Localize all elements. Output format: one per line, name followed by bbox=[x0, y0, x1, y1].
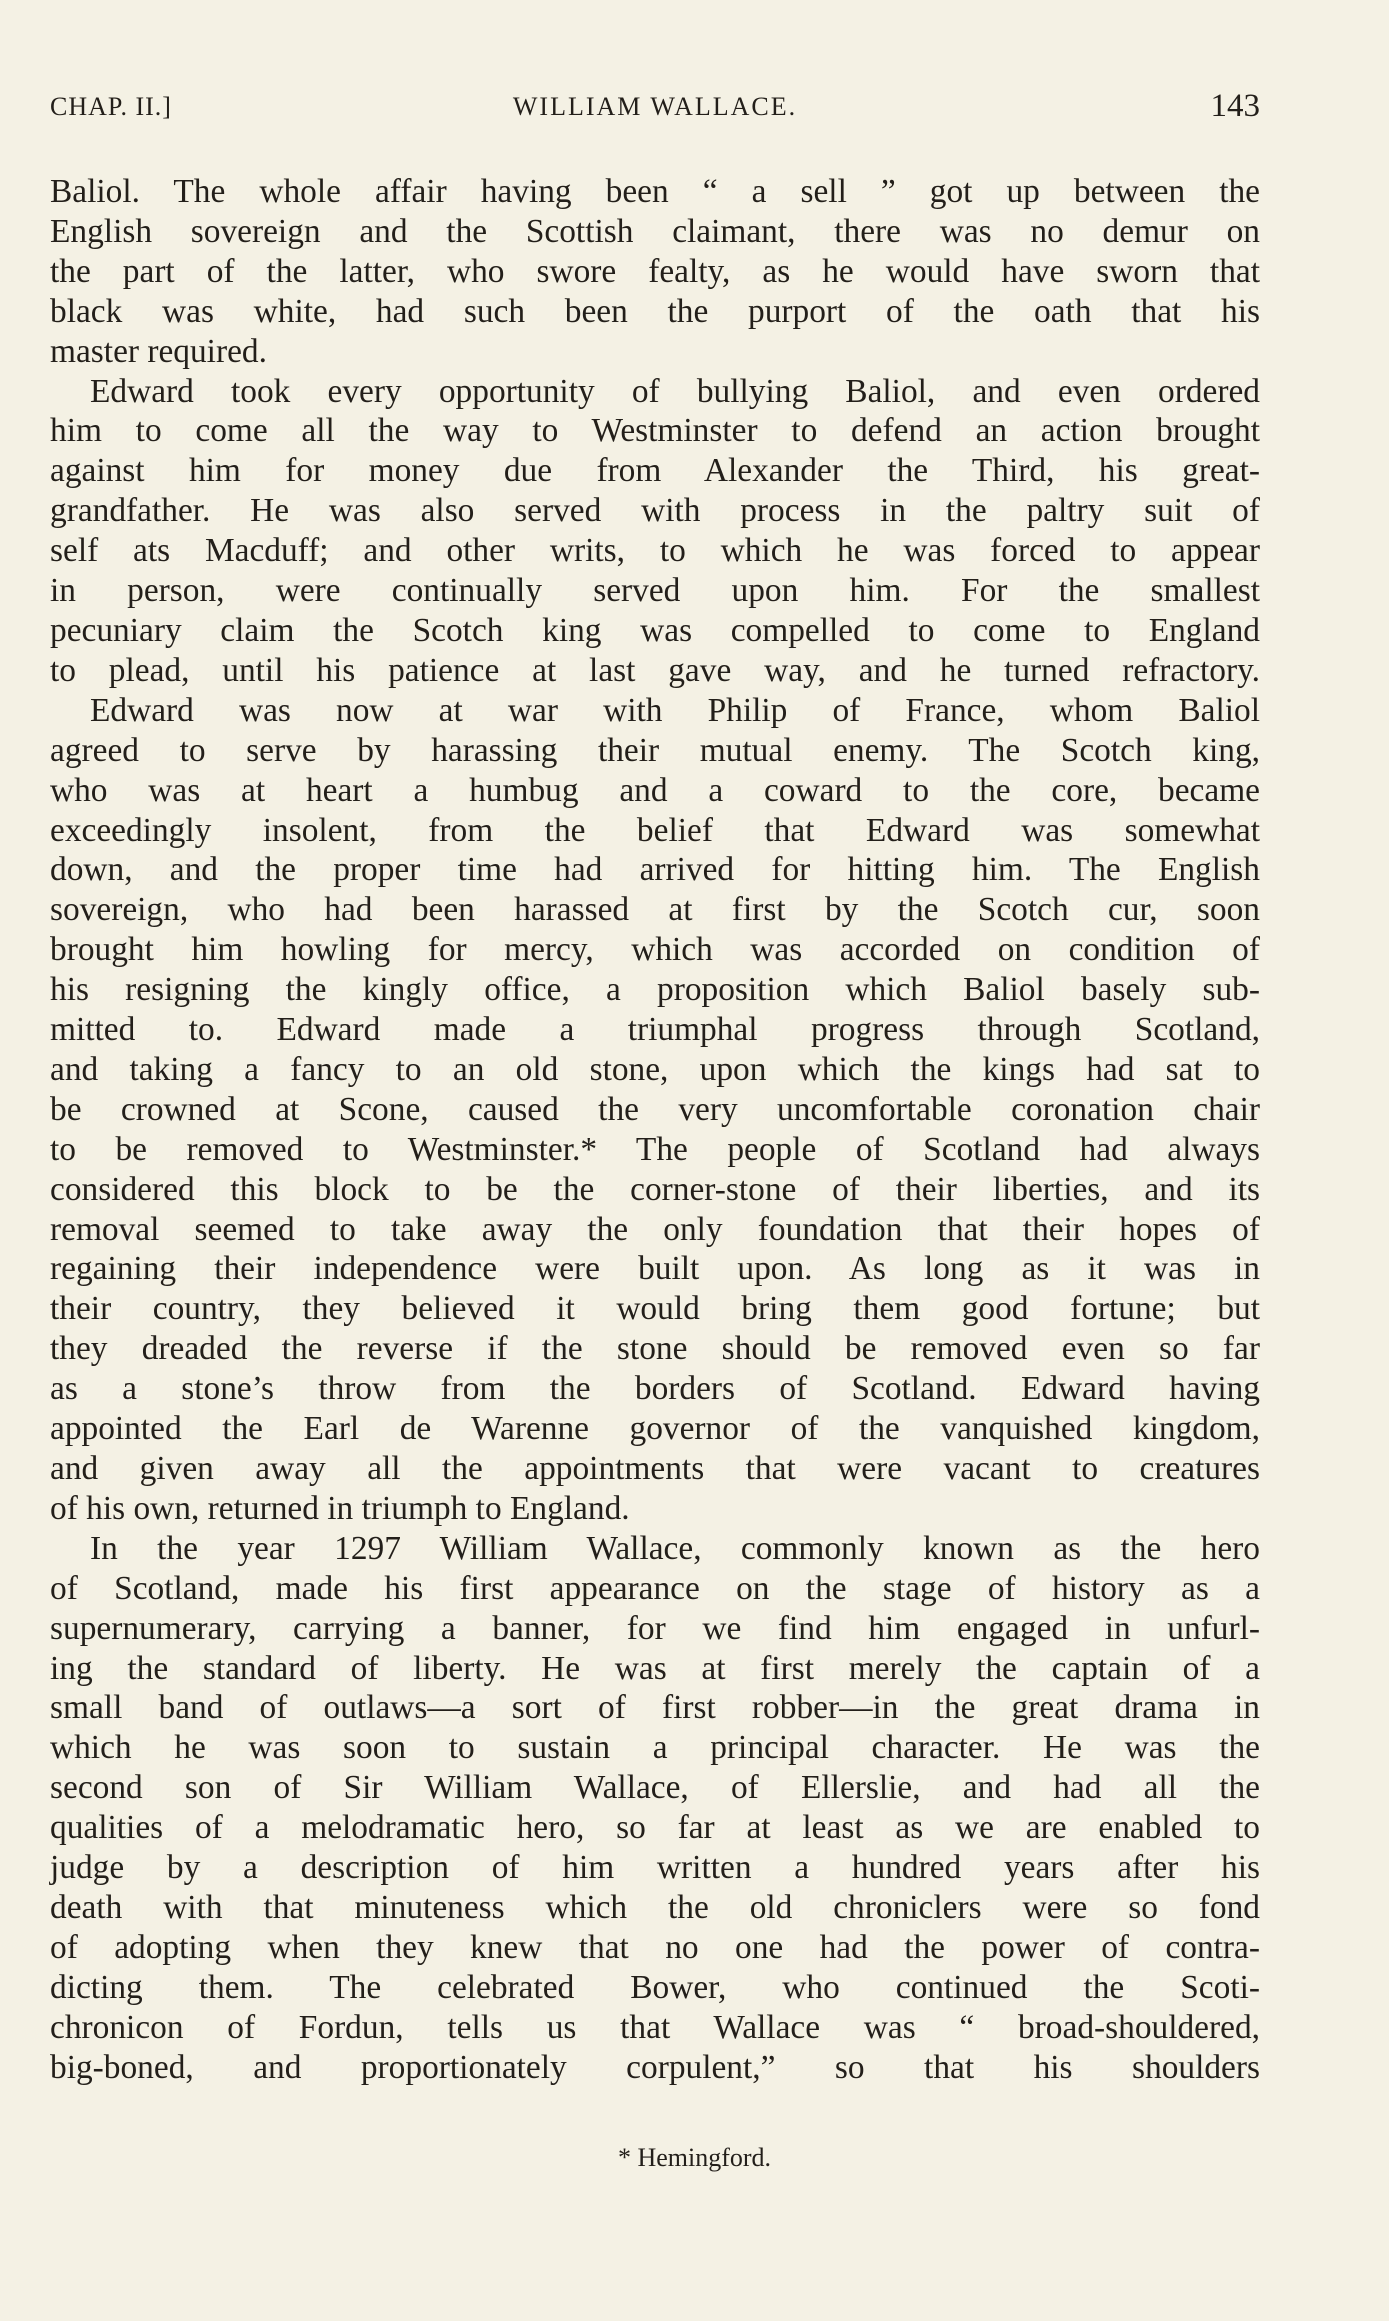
text-line: the part of the latter, who swore fealty, as he would have sworn that bbox=[50, 252, 1260, 290]
text-line: in person, were continually served upon him. For the smallest bbox=[50, 572, 1260, 610]
text-line: ing the standard of liberty. He was at first merely the captain of a bbox=[50, 1649, 1260, 1687]
text-line: dicting them. The celebrated Bower, who continued the Scoti- bbox=[50, 1968, 1260, 2006]
running-header bbox=[50, 88, 1260, 138]
text-line: second son of Sir William Wallace, of Ellerslie, and had all the bbox=[50, 1769, 1260, 1807]
text-line: death with that minuteness which the old chroniclers were so fond bbox=[50, 1888, 1260, 1926]
page-number: 143 bbox=[1210, 88, 1260, 124]
text-line: big-boned, and proportionately corpulent,” so that his shoulders bbox=[50, 2048, 1260, 2086]
text-line: down, and the proper time had arrived for hitting him. The English bbox=[50, 851, 1260, 889]
text-line: as a stone’s throw from the borders of Scotland. Edward having bbox=[50, 1370, 1260, 1408]
text-line: and given away all the appointments that were vacant to creatures bbox=[50, 1450, 1260, 1487]
text-line: regaining their independence were built upon. As long as it was in bbox=[50, 1250, 1260, 1288]
text-line: brought him howling for mercy, which was accorded on condition of bbox=[50, 931, 1260, 969]
text-line: English sovereign and the Scottish claimant, there was no demur on bbox=[50, 212, 1260, 250]
text-line: his resigning the kingly office, a proposition which Baliol basely sub- bbox=[50, 971, 1260, 1009]
text-line: sovereign, who had been harassed at first by the Scotch cur, soon bbox=[50, 891, 1260, 929]
text-line: exceedingly insolent, from the belief that Edward was somewhat bbox=[50, 811, 1260, 849]
text-line: judge by a description of him written a hundred years after his bbox=[50, 1849, 1260, 1887]
text-line: they dreaded the reverse if the stone should be removed even so far bbox=[50, 1330, 1260, 1368]
text-line: self ats Macduff; and other writs, to which he was forced to appear bbox=[50, 532, 1260, 570]
text-line: grandfather. He was also served with process in the paltry suit of bbox=[50, 492, 1260, 530]
text-line: agreed to serve by harassing their mutual enemy. The Scotch king, bbox=[50, 731, 1260, 769]
text-line: to plead, until his patience at last gave way, and he turned refractory. bbox=[50, 651, 1260, 689]
text-line: black was white, had such been the purport of the oath that his bbox=[50, 292, 1260, 330]
footnote: * Hemingford. bbox=[617, 2143, 772, 2172]
text-line: be crowned at Scone, caused the very uncomfortable coronation chair bbox=[50, 1090, 1260, 1128]
text-line: small band of outlaws—a sort of first robber—in the great drama in bbox=[50, 1689, 1260, 1727]
text-line: pecuniary claim the Scotch king was compelled to come to England bbox=[50, 611, 1260, 649]
text-line: Baliol. The whole affair having been “ a sell ” got up between the bbox=[50, 173, 1260, 210]
text-line: of Scotland, made his first appearance on the stage of history as a bbox=[50, 1569, 1260, 1607]
text-line: removal seemed to take away the only foundation that their hopes of bbox=[50, 1210, 1260, 1248]
text-line: against him for money due from Alexander the Third, his great- bbox=[50, 452, 1260, 490]
text-line: who was at heart a humbug and a coward to the core, became bbox=[50, 771, 1260, 809]
chapter-label: CHAP. II.] bbox=[50, 92, 172, 121]
text-line: chronicon of Fordun, tells us that Wallace was “ broad-shouldered, bbox=[50, 2008, 1260, 2046]
text-line: supernumerary, carrying a banner, for we find him engaged in unfurl- bbox=[50, 1609, 1260, 1647]
text-line: considered this block to be the corner-stone of their liberties, and its bbox=[50, 1170, 1260, 1208]
text-line: their country, they believed it would bring them good fortune; but bbox=[50, 1290, 1260, 1328]
text-line: of adopting when they knew that no one had the power of contra- bbox=[50, 1928, 1260, 1966]
text-line: Edward was now at war with Philip of France, whom Baliol bbox=[90, 691, 1260, 729]
text-line: Edward took every opportunity of bullying Baliol, and even ordered bbox=[90, 372, 1260, 410]
text-line: In the year 1297 William Wallace, commonly known as the hero bbox=[90, 1529, 1260, 1567]
text-line: qualities of a melodramatic hero, so far at least as we are enabled to bbox=[50, 1809, 1260, 1847]
running-title: WILLIAM WALLACE. bbox=[512, 92, 798, 121]
text-line: mitted to. Edward made a triumphal progress through Scotland, bbox=[50, 1011, 1260, 1049]
text-line: him to come all the way to Westminster to defend an action brought bbox=[50, 412, 1260, 450]
text-line: appointed the Earl de Warenne governor of the vanquished kingdom, bbox=[50, 1410, 1260, 1448]
text-line: and taking a fancy to an old stone, upon which the kings had sat to bbox=[50, 1050, 1260, 1088]
body-text bbox=[50, 172, 1260, 2088]
text-line: of his own, returned in triumph to England. bbox=[50, 1489, 630, 1527]
text-line: which he was soon to sustain a principal character. He was the bbox=[50, 1729, 1260, 1767]
text-line: to be removed to Westminster.* The people of Scotland had always bbox=[50, 1130, 1260, 1168]
text-line: master required. bbox=[50, 332, 267, 370]
